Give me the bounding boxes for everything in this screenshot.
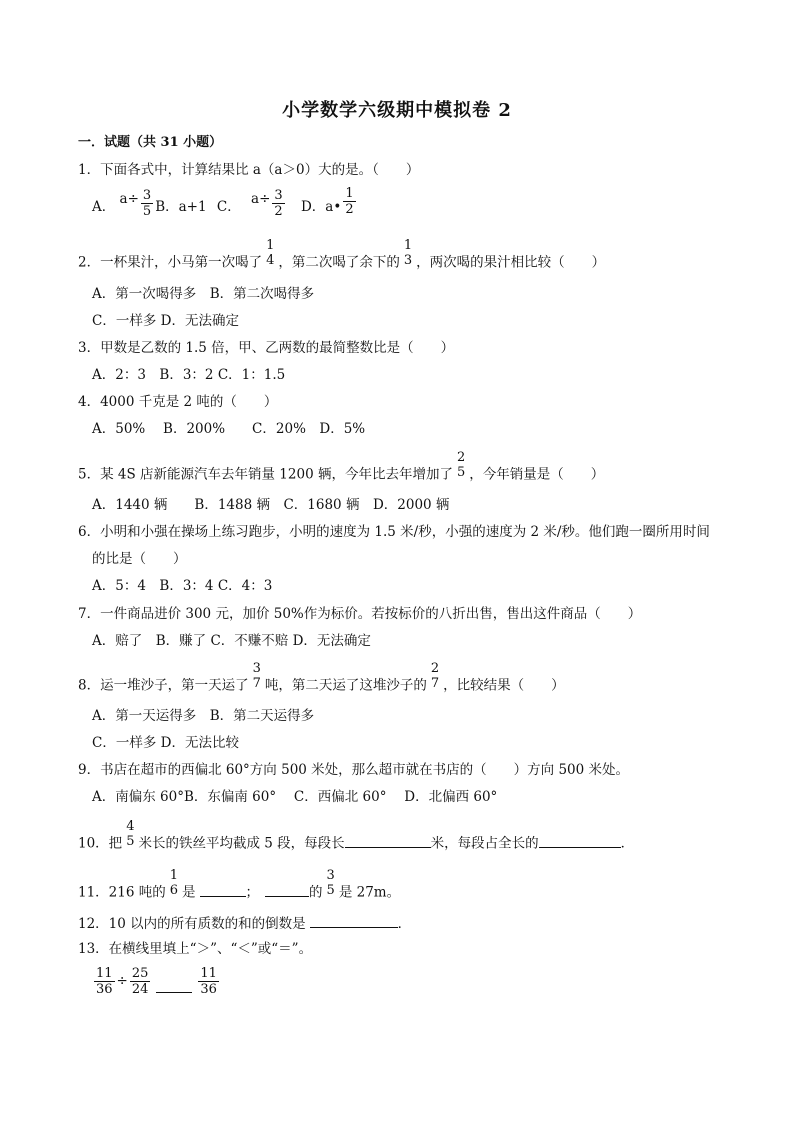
fraction-denominator: 7 [430, 676, 440, 691]
q11-answer-blank-1[interactable] [200, 882, 246, 897]
q11-fraction-2 [325, 868, 337, 898]
question-3-stem: 3．甲数是乙数的 1.5 倍，甲、乙两数的最简整数比是（ ） [78, 340, 455, 356]
fraction-denominator: 5 [456, 465, 466, 480]
q11-answer-blank-2[interactable] [265, 882, 309, 897]
q13-fraction-b [130, 966, 151, 997]
q13-fraction-a [94, 966, 115, 997]
q1-option-a-fraction [141, 188, 153, 219]
q13-answer-blank[interactable] [156, 978, 192, 993]
q1-option-d: D．a• [300, 199, 342, 215]
q8-text-1: 8．运一堆沙子，第一天运了 [78, 677, 249, 694]
fraction-numerator: 3 [274, 188, 283, 203]
q2-fraction-2 [402, 238, 414, 268]
q10-text-3: 米，每段占全长的 [430, 835, 539, 852]
q5-text-2: ，今年销量是（ ） [469, 466, 605, 483]
q13-fraction-c [198, 966, 219, 997]
q1-option-b: B．a+1 [155, 199, 207, 215]
fraction-denominator: 5 [126, 834, 135, 849]
question-3-options: A．2：3 B．3：2 C．1：1.5 [92, 367, 286, 383]
q10-text-1: 10．把 [78, 835, 123, 852]
q8-fraction-1 [251, 661, 263, 691]
q12-answer-blank[interactable] [310, 913, 398, 928]
q12-text-2: ． [397, 916, 412, 932]
fraction-denominator: 3 [403, 253, 413, 268]
q2-fraction-1 [264, 238, 276, 268]
question-4-options: A．50% B．200% C．20% D．5% [92, 421, 366, 437]
q12-text-1: 12．10 以内的所有质数的和的倒数是 [78, 916, 306, 932]
q1-option-d-fraction [343, 186, 355, 217]
fraction-numerator: 1 [345, 186, 354, 201]
question-2-stem [78, 238, 606, 278]
fraction-numerator: 3 [326, 868, 335, 883]
question-8-stem [78, 661, 565, 701]
question-8-options-2: C．一样多 D．无法比较 [92, 735, 239, 751]
q11-text-3: ； [245, 884, 260, 901]
question-13-expression [92, 966, 221, 997]
fraction-numerator: 1 [169, 868, 179, 883]
page-title: 小学数学六级期中模拟卷 2 [282, 100, 512, 121]
q2-text-2: ，第二次喝了余下的 [278, 254, 400, 271]
q13-operator: ÷ [116, 973, 128, 989]
fraction-denominator: 36 [96, 982, 113, 997]
fraction-numerator: 3 [252, 661, 261, 676]
q11-text-2: 是 [182, 884, 196, 901]
q1-option-c-expr: a÷ [251, 191, 271, 207]
fraction-numerator: 3 [142, 188, 152, 203]
fraction-numerator: 2 [456, 450, 466, 465]
fraction-numerator: 11 [96, 966, 113, 981]
fraction-numerator: 4 [126, 819, 135, 834]
question-11-stem [78, 868, 401, 908]
q10-answer-blank-2[interactable] [539, 833, 621, 848]
q11-text-5: 是 27m。 [338, 884, 401, 901]
q10-text-4: ． [620, 835, 635, 852]
question-9-options: A．南偏东 60°B．东偏南 60° C．西偏北 60° D．北偏西 60° [92, 789, 498, 805]
fraction-numerator: 1 [266, 238, 275, 253]
question-6-options: A．5：4 B．3：4 C．4：3 [92, 578, 273, 594]
fraction-denominator: 36 [200, 982, 217, 997]
question-6-stem-line-1: 6．小明和小强在操场上练习跑步，小明的速度为 1.5 米/秒，小强的速度为 2 米/秒。他们跑一圈所用时间 [78, 524, 710, 540]
question-7-options: A．赔了 B．赚了 C．不赚不赔 D．无法确定 [92, 633, 371, 649]
question-5-stem [78, 450, 605, 490]
question-6-stem-line-2: 的比是（ ） [92, 551, 187, 567]
q1-option-c-label: C． [216, 199, 241, 215]
question-4-stem: 4．4000 千克是 2 吨的（ ） [78, 394, 278, 410]
q2-text-1: 2．一杯果汁，小马第一次喝了 [78, 254, 263, 271]
question-5-options: A．1440 辆 B．1488 辆 C．1680 辆 D．2000 辆 [92, 497, 450, 513]
q10-text-2: 米长的铁丝平均截成 5 段，每段长 [138, 835, 345, 852]
q10-answer-blank-1[interactable] [345, 833, 431, 848]
fraction-denominator: 2 [274, 204, 283, 219]
fraction-denominator: 7 [252, 676, 261, 691]
question-1-options [92, 186, 358, 223]
question-9-stem: 9．书店在超市的西偏北 60°方向 500 米处，那么超市就在书店的（ ）方向 500 米处。 [78, 762, 630, 778]
fraction-denominator: 4 [266, 253, 275, 268]
q8-fraction-2 [429, 661, 441, 691]
fraction-denominator: 2 [345, 202, 354, 217]
fraction-numerator: 25 [131, 966, 149, 981]
q10-fraction [124, 819, 136, 849]
fraction-numerator: 1 [403, 238, 413, 253]
question-10-stem [78, 819, 635, 859]
q8-text-2: 吨，第二天运了这堆沙子的 [264, 677, 427, 694]
q2-text-3: ，两次喝的果汁相比较（ ） [416, 254, 606, 271]
q5-fraction [455, 450, 467, 480]
q1-option-c-fraction [272, 188, 284, 219]
q1-option-a-label: A． [92, 199, 116, 215]
fraction-denominator: 24 [131, 982, 149, 997]
q11-text-1: 11．216 吨的 [78, 884, 166, 901]
q11-text-4: 的 [309, 884, 323, 901]
question-2-options-2: C．一样多 D．无法确定 [92, 313, 239, 329]
section-heading: 一．试题（共 31 小题） [78, 135, 223, 150]
q1-option-a-expr: a÷ [119, 191, 139, 207]
question-12-stem [78, 913, 411, 933]
question-8-options-1: A．第一天运得多 B．第二天运得多 [92, 708, 315, 724]
q8-text-3: ，比较结果（ ） [443, 677, 565, 694]
fraction-denominator: 5 [326, 883, 335, 898]
question-7-stem: 7．一件商品进价 300 元，加价 50%作为标价。若按标价的八折出售，售出这件商品（ ） [78, 606, 642, 622]
question-13-stem: 13．在横线里填上“＞”、“＜”或“＝”。 [78, 941, 313, 957]
q11-fraction-1 [168, 868, 180, 898]
fraction-numerator: 11 [200, 966, 217, 981]
question-1-stem: 1．下面各式中，计算结果比 a（a＞0）大的是。（ ） [78, 162, 420, 178]
q5-text-1: 5．某 4S 店新能源汽车去年销量 1200 辆，今年比去年增加了 [78, 466, 453, 483]
fraction-numerator: 2 [430, 661, 440, 676]
fraction-denominator: 5 [142, 204, 152, 219]
fraction-denominator: 6 [169, 883, 179, 898]
question-2-options-1: A．第一次喝得多 B．第二次喝得多 [92, 286, 315, 302]
